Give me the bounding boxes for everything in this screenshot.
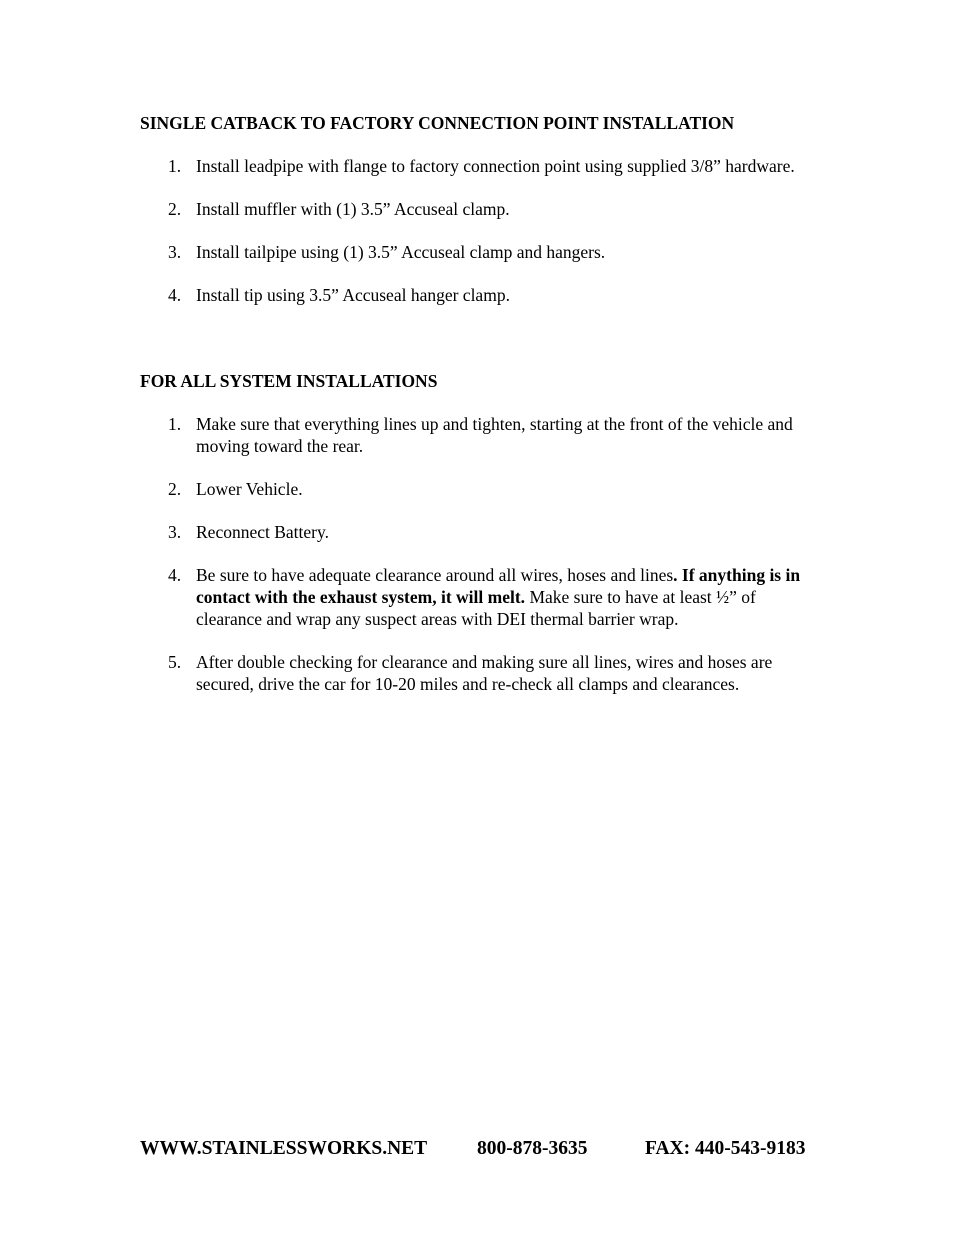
all-systems-steps-list — [0, 413, 954, 716]
melt-warning: . If anything is in contact with the exhaust system, it will melt. — [196, 565, 801, 607]
footer-fax: FAX: 440-543-9183 — [645, 1138, 806, 1159]
step-number: 2. — [168, 479, 182, 499]
step-text: Install tailpipe using (1) 3.5” Accuseal clamp and hangers. — [196, 242, 606, 262]
step-text: Lower Vehicle. — [196, 479, 303, 499]
step-text: Install leadpipe with flange to factory connection point using supplied 3/8” hardware. — [196, 156, 795, 176]
step-number: 1. — [168, 414, 182, 434]
step-number: 4. — [168, 285, 182, 305]
list-item — [0, 198, 954, 220]
catback-steps-list — [0, 155, 954, 327]
section-heading-all-systems: FOR ALL SYSTEM INSTALLATIONS — [140, 371, 438, 391]
list-item — [0, 478, 954, 500]
list-item — [0, 284, 954, 306]
list-item — [0, 521, 954, 543]
step-text: Reconnect Battery. — [196, 522, 329, 542]
step-number: 4. — [168, 565, 182, 585]
step-text: Install muffler with (1) 3.5” Accuseal clamp. — [196, 199, 510, 219]
list-item — [0, 155, 954, 177]
footer-phone: 800-878-3635 — [477, 1138, 588, 1159]
step-text: Install tip using 3.5” Accuseal hanger clamp. — [196, 285, 510, 305]
step-number: 3. — [168, 242, 182, 262]
step-text-part: Make sure to have at least ½” of clearance and wrap any suspect areas with DEI thermal barrier wrap. — [196, 587, 756, 629]
list-item — [0, 413, 954, 457]
step-number: 3. — [168, 522, 182, 542]
list-item — [0, 651, 954, 695]
list-item — [0, 241, 954, 263]
list-item — [0, 564, 954, 630]
step-number: 1. — [168, 156, 182, 176]
step-text — [196, 564, 821, 630]
step-text: Make sure that everything lines up and tighten, starting at the front of the vehicle and moving toward the rear. — [196, 414, 793, 456]
step-text-part: Be sure to have adequate clearance around all wires, hoses and lines — [196, 565, 674, 585]
step-number: 5. — [168, 652, 182, 672]
footer-website: WWW.STAINLESSWORKS.NET — [140, 1138, 428, 1159]
section-heading-catback: SINGLE CATBACK TO FACTORY CONNECTION POINT INSTALLATION — [140, 113, 735, 133]
step-text: After double checking for clearance and making sure all lines, wires and hoses are secured, drive the car for 10-20 miles and re-check all clamps and clearances. — [196, 652, 773, 694]
step-number: 2. — [168, 199, 182, 219]
